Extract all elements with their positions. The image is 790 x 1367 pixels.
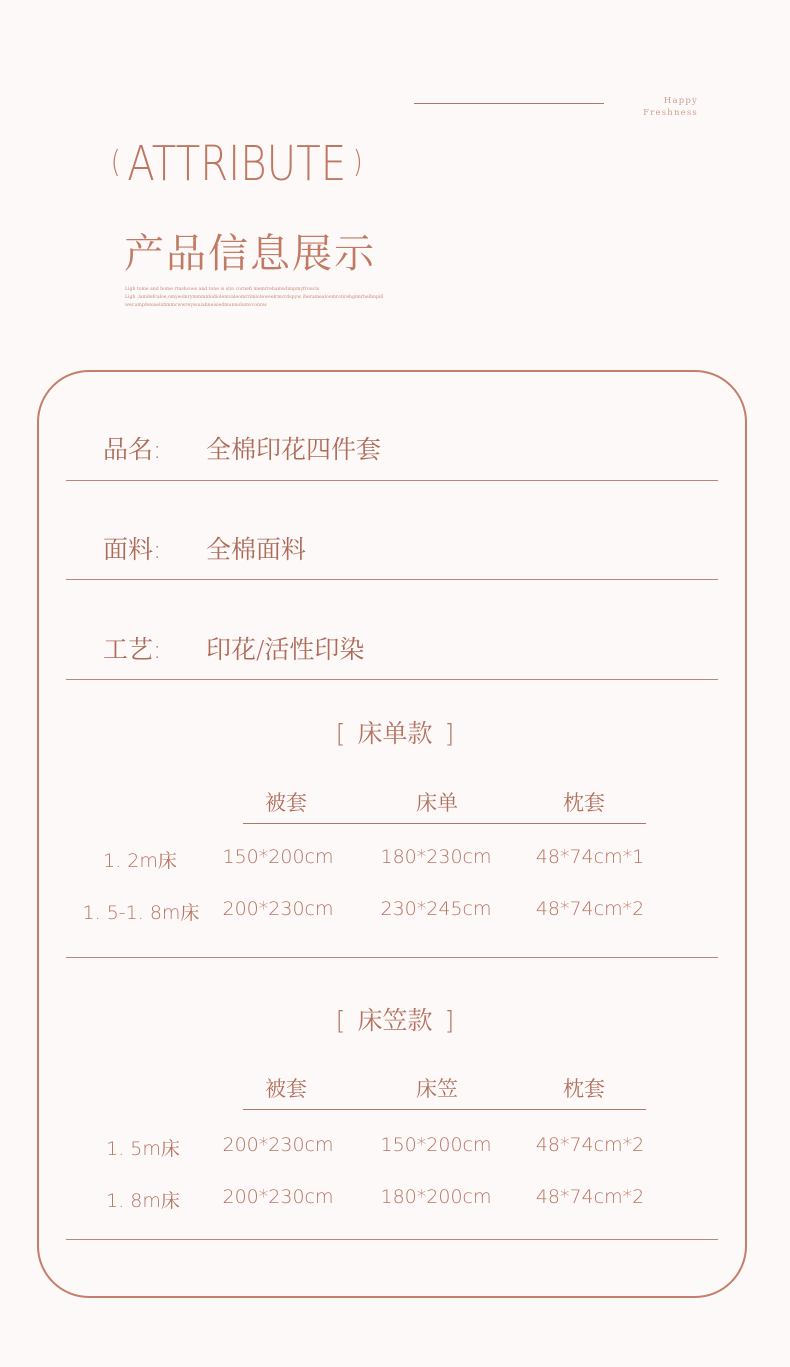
paren-open: ( bbox=[110, 145, 121, 180]
size-label: 1. 5-1. 8m床 bbox=[82, 902, 200, 924]
section-title-text: 床笠款 bbox=[357, 1006, 433, 1035]
size-label: 1. 8m床 bbox=[106, 1190, 180, 1212]
divider bbox=[66, 579, 718, 580]
table-cell: 180*230cm bbox=[380, 846, 492, 868]
page-title: 产品信息展示 bbox=[124, 231, 376, 277]
bracket-close: ] bbox=[444, 719, 455, 748]
fine-print-line-3: wer.ampfeniaelxhmmcwwreyssuiahneisiedmunnolumvconnw bbox=[125, 303, 267, 308]
table-cell: 230*245cm bbox=[380, 898, 492, 920]
divider bbox=[66, 957, 718, 958]
fine-print-line-1: Ligh tome and home rtushcoes and tone is sito cornefi memrrehamwlimpmyfroucls bbox=[125, 287, 320, 292]
paren-close: ) bbox=[352, 145, 363, 180]
fine-print-line-2: Ligh ,lamdefcaloe,omyeolnrymmmnbidiolemvaleomrrimloteweelrmcrdspyw iheramealoomrotirehgimrhelbnpill bbox=[125, 295, 384, 300]
bracket-close: ] bbox=[444, 1006, 455, 1035]
table-cell: 200*230cm bbox=[222, 1134, 334, 1156]
table-cell: 150*200cm bbox=[380, 1134, 492, 1156]
page-title-english bbox=[104, 136, 369, 192]
info-value-fabric: 全棉面料 bbox=[206, 535, 307, 564]
column-header: 被套 bbox=[265, 1077, 307, 1101]
divider bbox=[66, 1239, 718, 1240]
table-cell: 180*200cm bbox=[380, 1186, 492, 1208]
size-label: 1. 5m床 bbox=[106, 1138, 180, 1160]
divider bbox=[66, 480, 718, 481]
tagline bbox=[600, 95, 698, 119]
divider bbox=[66, 679, 718, 680]
header-underline bbox=[243, 1109, 646, 1110]
info-label-name: 品名: bbox=[103, 435, 162, 464]
info-value-name: 全棉印花四件套 bbox=[206, 435, 382, 464]
table-cell: 48*74cm*2 bbox=[535, 898, 645, 920]
bracket-open: [ bbox=[335, 719, 346, 748]
section-title-sheet bbox=[0, 714, 790, 750]
column-header: 床笠 bbox=[416, 1077, 458, 1101]
column-header: 被套 bbox=[265, 791, 307, 815]
fine-print bbox=[125, 286, 390, 310]
table-cell: 48*74cm*2 bbox=[535, 1186, 645, 1208]
decorative-line bbox=[414, 103, 604, 104]
column-header: 枕套 bbox=[563, 791, 605, 815]
size-label: 1. 2m床 bbox=[103, 850, 177, 872]
section-title-text: 床单款 bbox=[357, 719, 433, 748]
table-cell: 150*200cm bbox=[222, 846, 334, 868]
column-header: 枕套 bbox=[563, 1077, 605, 1101]
info-label-fabric: 面料: bbox=[103, 535, 162, 564]
table-cell: 200*230cm bbox=[222, 1186, 334, 1208]
bracket-open: [ bbox=[335, 1006, 346, 1035]
info-value-craft: 印花/活性印染 bbox=[206, 635, 365, 664]
column-header: 床单 bbox=[416, 791, 458, 815]
header-underline bbox=[243, 823, 646, 824]
title-text: ATTRIBUTE bbox=[127, 136, 347, 192]
table-cell: 200*230cm bbox=[222, 898, 334, 920]
tagline-line-1: Happy bbox=[663, 96, 698, 106]
table-cell: 48*74cm*2 bbox=[535, 1134, 645, 1156]
table-cell: 48*74cm*1 bbox=[535, 846, 645, 868]
section-title-fitted bbox=[0, 1001, 790, 1037]
tagline-line-2: Freshness bbox=[643, 108, 698, 118]
info-label-craft: 工艺: bbox=[103, 635, 162, 664]
